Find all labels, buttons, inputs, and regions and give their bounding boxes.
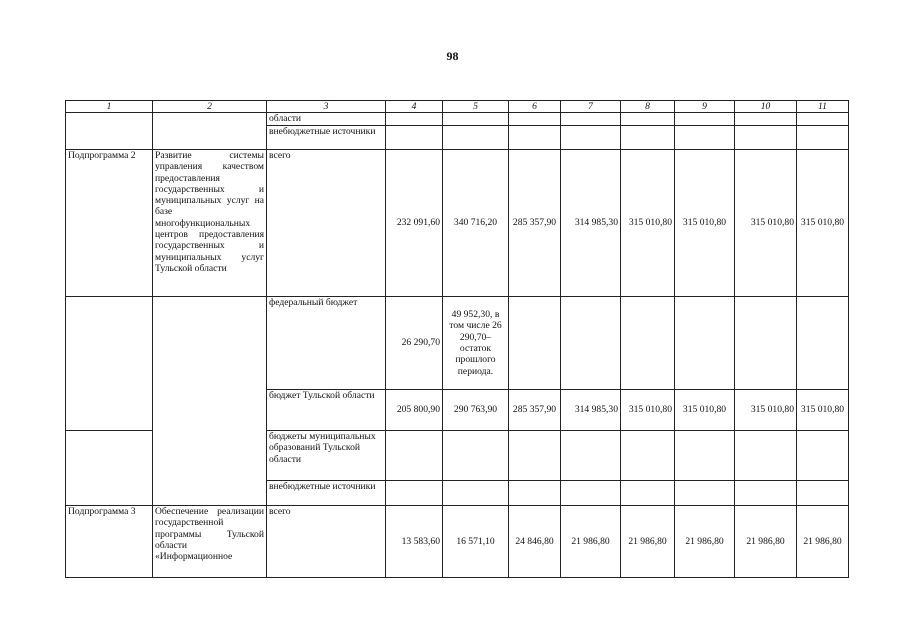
value-cell: 285 357,90 <box>509 390 561 431</box>
value-cell: 315 010,80 <box>735 390 797 431</box>
value-cell: 26 290,70 <box>386 297 443 390</box>
value-cell: 205 800,90 <box>386 390 443 431</box>
value-cell <box>675 297 735 390</box>
value-cell: 21 986,80 <box>621 506 675 578</box>
value-cell: 285 357,90 <box>509 150 561 297</box>
value-cell: 315 010,80 <box>621 390 675 431</box>
value-cell: 315 010,80 <box>735 150 797 297</box>
column-number: 3 <box>267 101 386 113</box>
column-number: 9 <box>675 101 735 113</box>
source-cell: внебюджетные источники <box>267 126 386 150</box>
column-number: 7 <box>561 101 621 113</box>
column-number: 8 <box>621 101 675 113</box>
table-row <box>66 506 849 578</box>
value-cell: 315 010,80 <box>675 150 735 297</box>
subprogram-name: Развитие системы управления качеством предоставления государственных и муниципальных услуг на базе многофункциональных центров предоставления государственных и муниципальных услуг Тульской области <box>153 150 267 297</box>
source-cell: внебюджетные источники <box>267 481 386 506</box>
value-cell: 49 952,30, в том числе 26 290,70– остаток прошлого периода. <box>443 297 509 390</box>
value-cell: 24 846,80 <box>509 506 561 578</box>
value-cell: 21 986,80 <box>797 506 849 578</box>
source-cell: области <box>267 113 386 126</box>
column-number: 4 <box>386 101 443 113</box>
source-cell: всего <box>267 150 386 297</box>
column-number: 10 <box>735 101 797 113</box>
source-cell: всего <box>267 506 386 578</box>
value-cell <box>561 297 621 390</box>
value-cell <box>735 297 797 390</box>
column-number: 11 <box>797 101 849 113</box>
value-cell: 315 010,80 <box>797 150 849 297</box>
value-cell: 16 571,10 <box>443 506 509 578</box>
value-cell <box>797 297 849 390</box>
program-cell <box>66 113 153 150</box>
budget-table <box>65 100 849 578</box>
subprogram-label: Подпрограмма 3 <box>66 506 153 578</box>
table-row <box>66 150 849 297</box>
source-cell: бюджеты муниципальных образований Тульской области <box>267 431 386 481</box>
subprogram-name: Обеспечение реализации государственной программы Тульской области «Информационное <box>153 506 267 578</box>
column-number: 2 <box>153 101 267 113</box>
source-cell: бюджет Тульской области <box>267 390 386 431</box>
value-cell: 232 091,60 <box>386 150 443 297</box>
value-cell: 290 763,90 <box>443 390 509 431</box>
value-cell: 315 010,80 <box>797 390 849 431</box>
value-cell: 315 010,80 <box>621 150 675 297</box>
table-row <box>66 297 849 390</box>
name-cell <box>153 113 267 150</box>
subprogram-label: Подпрограмма 2 <box>66 150 153 297</box>
value-cell: 21 986,80 <box>735 506 797 578</box>
name-cell <box>153 297 267 506</box>
value-cell <box>509 297 561 390</box>
value-cell: 314 985,30 <box>561 150 621 297</box>
value-cell: 21 986,80 <box>675 506 735 578</box>
program-cell <box>66 297 153 431</box>
column-number: 6 <box>509 101 561 113</box>
source-cell: федеральный бюджет <box>267 297 386 390</box>
value-cell: 315 010,80 <box>675 390 735 431</box>
column-number: 5 <box>443 101 509 113</box>
column-number-row <box>66 101 849 113</box>
value-cell <box>621 297 675 390</box>
value-cell: 13 583,60 <box>386 506 443 578</box>
column-number: 1 <box>66 101 153 113</box>
value-cell: 340 716,20 <box>443 150 509 297</box>
page-number: 98 <box>446 49 459 63</box>
value-cell: 314 985,30 <box>561 390 621 431</box>
value-cell: 21 986,80 <box>561 506 621 578</box>
table-row <box>66 113 849 126</box>
program-cell <box>66 431 153 506</box>
